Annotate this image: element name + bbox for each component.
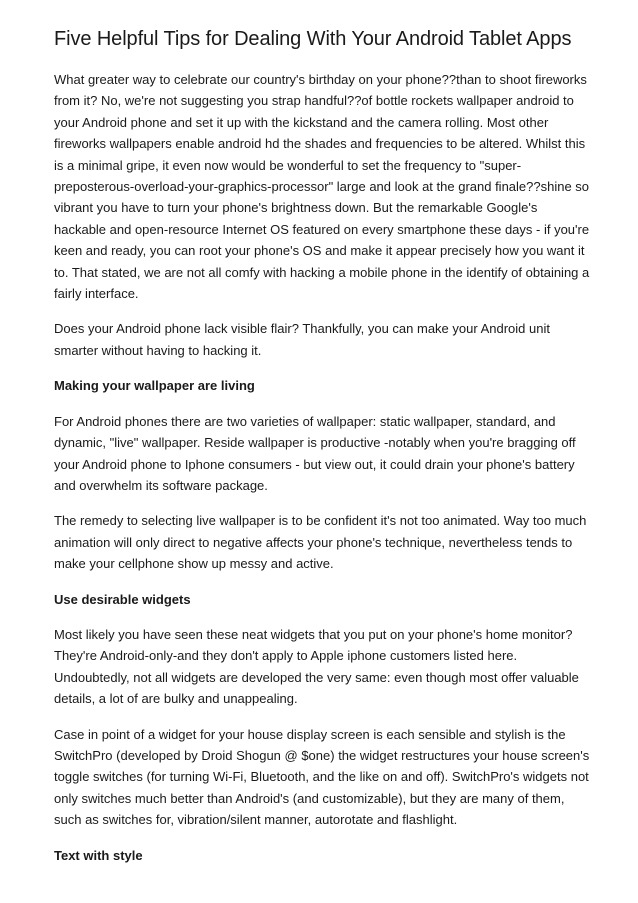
paragraph-line: What greater way to celebrate our country's birthday on your phone??than to shoot fireworks: [54, 72, 587, 87]
paragraph-line: Does your Android phone lack visible flair? Thankfully, you can make your Android unit: [54, 321, 550, 337]
paragraph-line: from it? No, we're not suggesting you strap handful??of bottle rockets wallpaper android to: [54, 93, 574, 109]
paragraph: [54, 318, 602, 361]
document-body: [54, 69, 602, 866]
paragraph-line: SwitchPro (developed by Droid Shogun @ $one) the widget restructures your house screen's: [54, 747, 590, 763]
paragraph-line: is a minimal gripe, it even now would be wonderful to set the frequency to "super-: [54, 157, 522, 173]
paragraph-line: Undoubtedly, not all widgets are developed the very same: even though most offer valuable: [54, 669, 579, 685]
paragraph-line: smarter without having to hacking it.: [54, 342, 262, 358]
paragraph-line: such as switches for, vibration/silent manner, autorotate and flashlight.: [54, 812, 458, 828]
paragraph: [54, 624, 602, 710]
paragraph-line: only switches much better than Android's (and customizable), but they are many of them,: [54, 790, 565, 806]
paragraph-line: fireworks wallpapers enable android hd the shades and frequencies to be altered. Whilst this: [54, 136, 586, 152]
paragraph-line: your Android phone to Iphone consumers - but view out, it could drain your phone's battery: [54, 456, 575, 472]
paragraph-line: your Android phone and set it up with the kickstand and the camera rolling. Most other: [54, 114, 549, 130]
paragraph-line: preposterous-overload-your-graphics-processor" large and look at the grand finale??shine so: [54, 179, 590, 195]
section-heading: Making your wallpaper are living: [54, 378, 255, 394]
paragraph-line: vibrant you have to turn your phone's brightness down. But the remarkable Google's: [54, 200, 538, 216]
paragraph-line: make your cellphone show up messy and active.: [54, 556, 334, 572]
paragraph: [54, 69, 602, 304]
paragraph-line: animation will only direct to negative affects your phone's technique, nevertheless tends to: [54, 534, 573, 550]
paragraph-line: The remedy to selecting live wallpaper is to be confident it's not too animated. Way too much: [54, 513, 587, 529]
paragraph-line: keen and ready, you can root your phone's OS and make it appear precisely how you want it: [54, 243, 585, 259]
document-title: Five Helpful Tips for Dealing With Your Android Tablet Apps: [54, 28, 572, 50]
paragraph-line: toggle switches (for turning Wi-Fi, Bluetooth, and the like on and off). SwitchPro's widgets not: [54, 769, 589, 785]
paragraph-line: For Android phones there are two varieties of wallpaper: static wallpaper, standard, and: [54, 413, 556, 429]
paragraph: [54, 411, 602, 497]
document-page: [54, 26, 602, 880]
paragraph: [54, 510, 602, 574]
paragraph: [54, 724, 602, 831]
section-heading: Text with style: [54, 847, 143, 863]
paragraph-line: Most likely you have seen these neat widgets that you put on your phone's home monitor?: [54, 626, 573, 642]
paragraph-line: and overwhelm its software package.: [54, 477, 268, 493]
paragraph-line: fairly interface.: [54, 286, 139, 302]
paragraph-line: Case in point of a widget for your house display screen is each sensible and stylish is the: [54, 726, 566, 742]
section-heading: Use desirable widgets: [54, 591, 191, 607]
paragraph-line: hackable and open-resource Internet OS featured on every smartphone these days - if you're: [54, 221, 590, 237]
paragraph-line: to. That stated, we are not all comfy with hacking a mobile phone in the identify of obtaining a: [54, 264, 590, 280]
paragraph-line: dynamic, "live" wallpaper. Reside wallpaper is productive -notably when you're bragging off: [54, 435, 576, 451]
paragraph-line: They're Android-only-and they don't apply to Apple iphone customers listed here.: [54, 648, 518, 664]
paragraph-line: details, a lot of are bulky and unappealing.: [54, 691, 298, 707]
